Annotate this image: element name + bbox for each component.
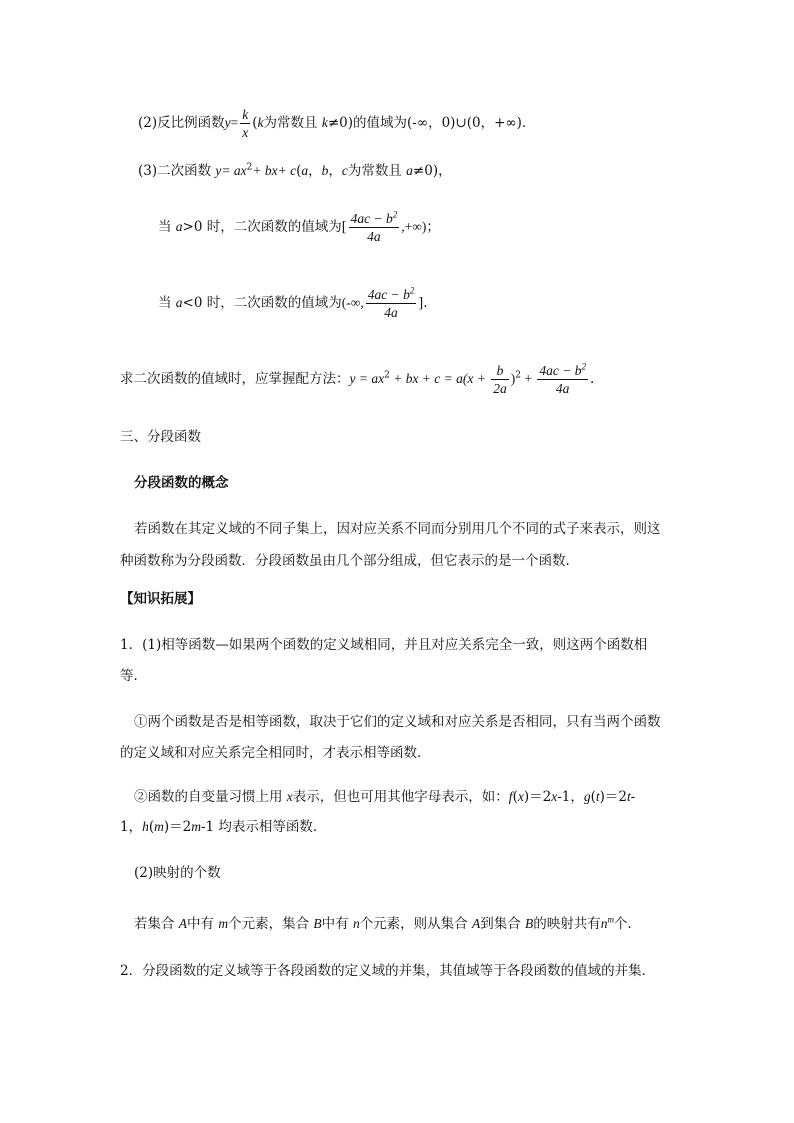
completing-square-line: 求二次函数的值域时，应掌握配方法：$y = ax^2$ + bx + c = a(x + $\frac{b}{2a}$ )$^2$ + $\frac{4ac - b^2}{4a}$ . xyxy=(120,361,595,396)
section-title: 三、分段函数 xyxy=(120,429,201,445)
mapping-title: (2)映射的个数 xyxy=(134,865,221,881)
point1-sub1-line1: ①两个函数是否是相等函数，取决于它们的定义域和对应关系是否相同，只有当两个函数 xyxy=(134,714,661,730)
inverse-proportion-line: (2)反比例函数y= $\frac{k}{x}$ (k为常数且 k≠0)的值域为(-∞，0)∪(0，+∞)． xyxy=(138,107,536,140)
mapping-count-line: 若集合 A中有 m个元素，集合 B中有 n个元素，则从集合 A到集合 B的映射共有$n^m$个． xyxy=(134,914,642,932)
point1-sub1-line2: 的定义域和对应关系完全相同时，才表示相等函数． xyxy=(120,745,431,761)
point1-line1: 1．(1)相等函数—如果两个函数的定义域相同，并且对应关系完全一致，则这两个函数相 xyxy=(120,637,648,653)
concept-text-line2: 种函数称为分段函数．分段函数虽由几个部分组成，但它表示的是一个函数． xyxy=(120,553,579,569)
point1-line2: 等． xyxy=(120,668,147,684)
case-a-negative-line: 当 a<0 时，二次函数的值域为(-∞, $\frac{4ac - b^2}{4a}$ ]. xyxy=(158,285,428,320)
b-over-2a-fraction: $\frac{b}{2a}$ xyxy=(493,363,507,396)
vertex-fraction: $\frac{4ac - b^2}{4a}$ xyxy=(539,361,586,396)
point2-line: 2．分段函数的定义域等于各段函数的定义域的并集，其值域等于各段函数的值域的并集． xyxy=(120,963,656,979)
concept-title: 分段函数的概念 xyxy=(134,475,229,491)
point1-sub2-line1: ②函数的自变量习惯上用 x表示，但也可用其他字母表示，如：f(x)＝2x-1，g(t)＝2t- xyxy=(134,789,636,805)
knowledge-title: 【知识拓展】 xyxy=(120,591,201,607)
point1-sub2-line2: 1，h(m)＝2m-1 均表示相等函数． xyxy=(120,819,327,835)
case-a-positive-line: 当 a>0 时，二次函数的值域为[ $\frac{4ac - b^2}{4a}$ ,+∞)； xyxy=(158,209,440,244)
k-over-x-fraction: $\frac{k}{x}$ xyxy=(242,107,249,140)
quadratic-line: (3)二次函数 $y= ax^2+ bx+ c(a$，b，c为常数且 a≠0)， xyxy=(138,162,452,179)
concept-text-line1: 若函数在其定义域的不同子集上，因对应关系不同而分别用几个不同的式子来表示，则这 xyxy=(134,521,661,537)
range-fraction-positive: $\frac{4ac - b^2}{4a}$ xyxy=(350,209,398,244)
range-fraction-negative: $\frac{4ac - b^2}{4a}$ xyxy=(367,285,415,320)
